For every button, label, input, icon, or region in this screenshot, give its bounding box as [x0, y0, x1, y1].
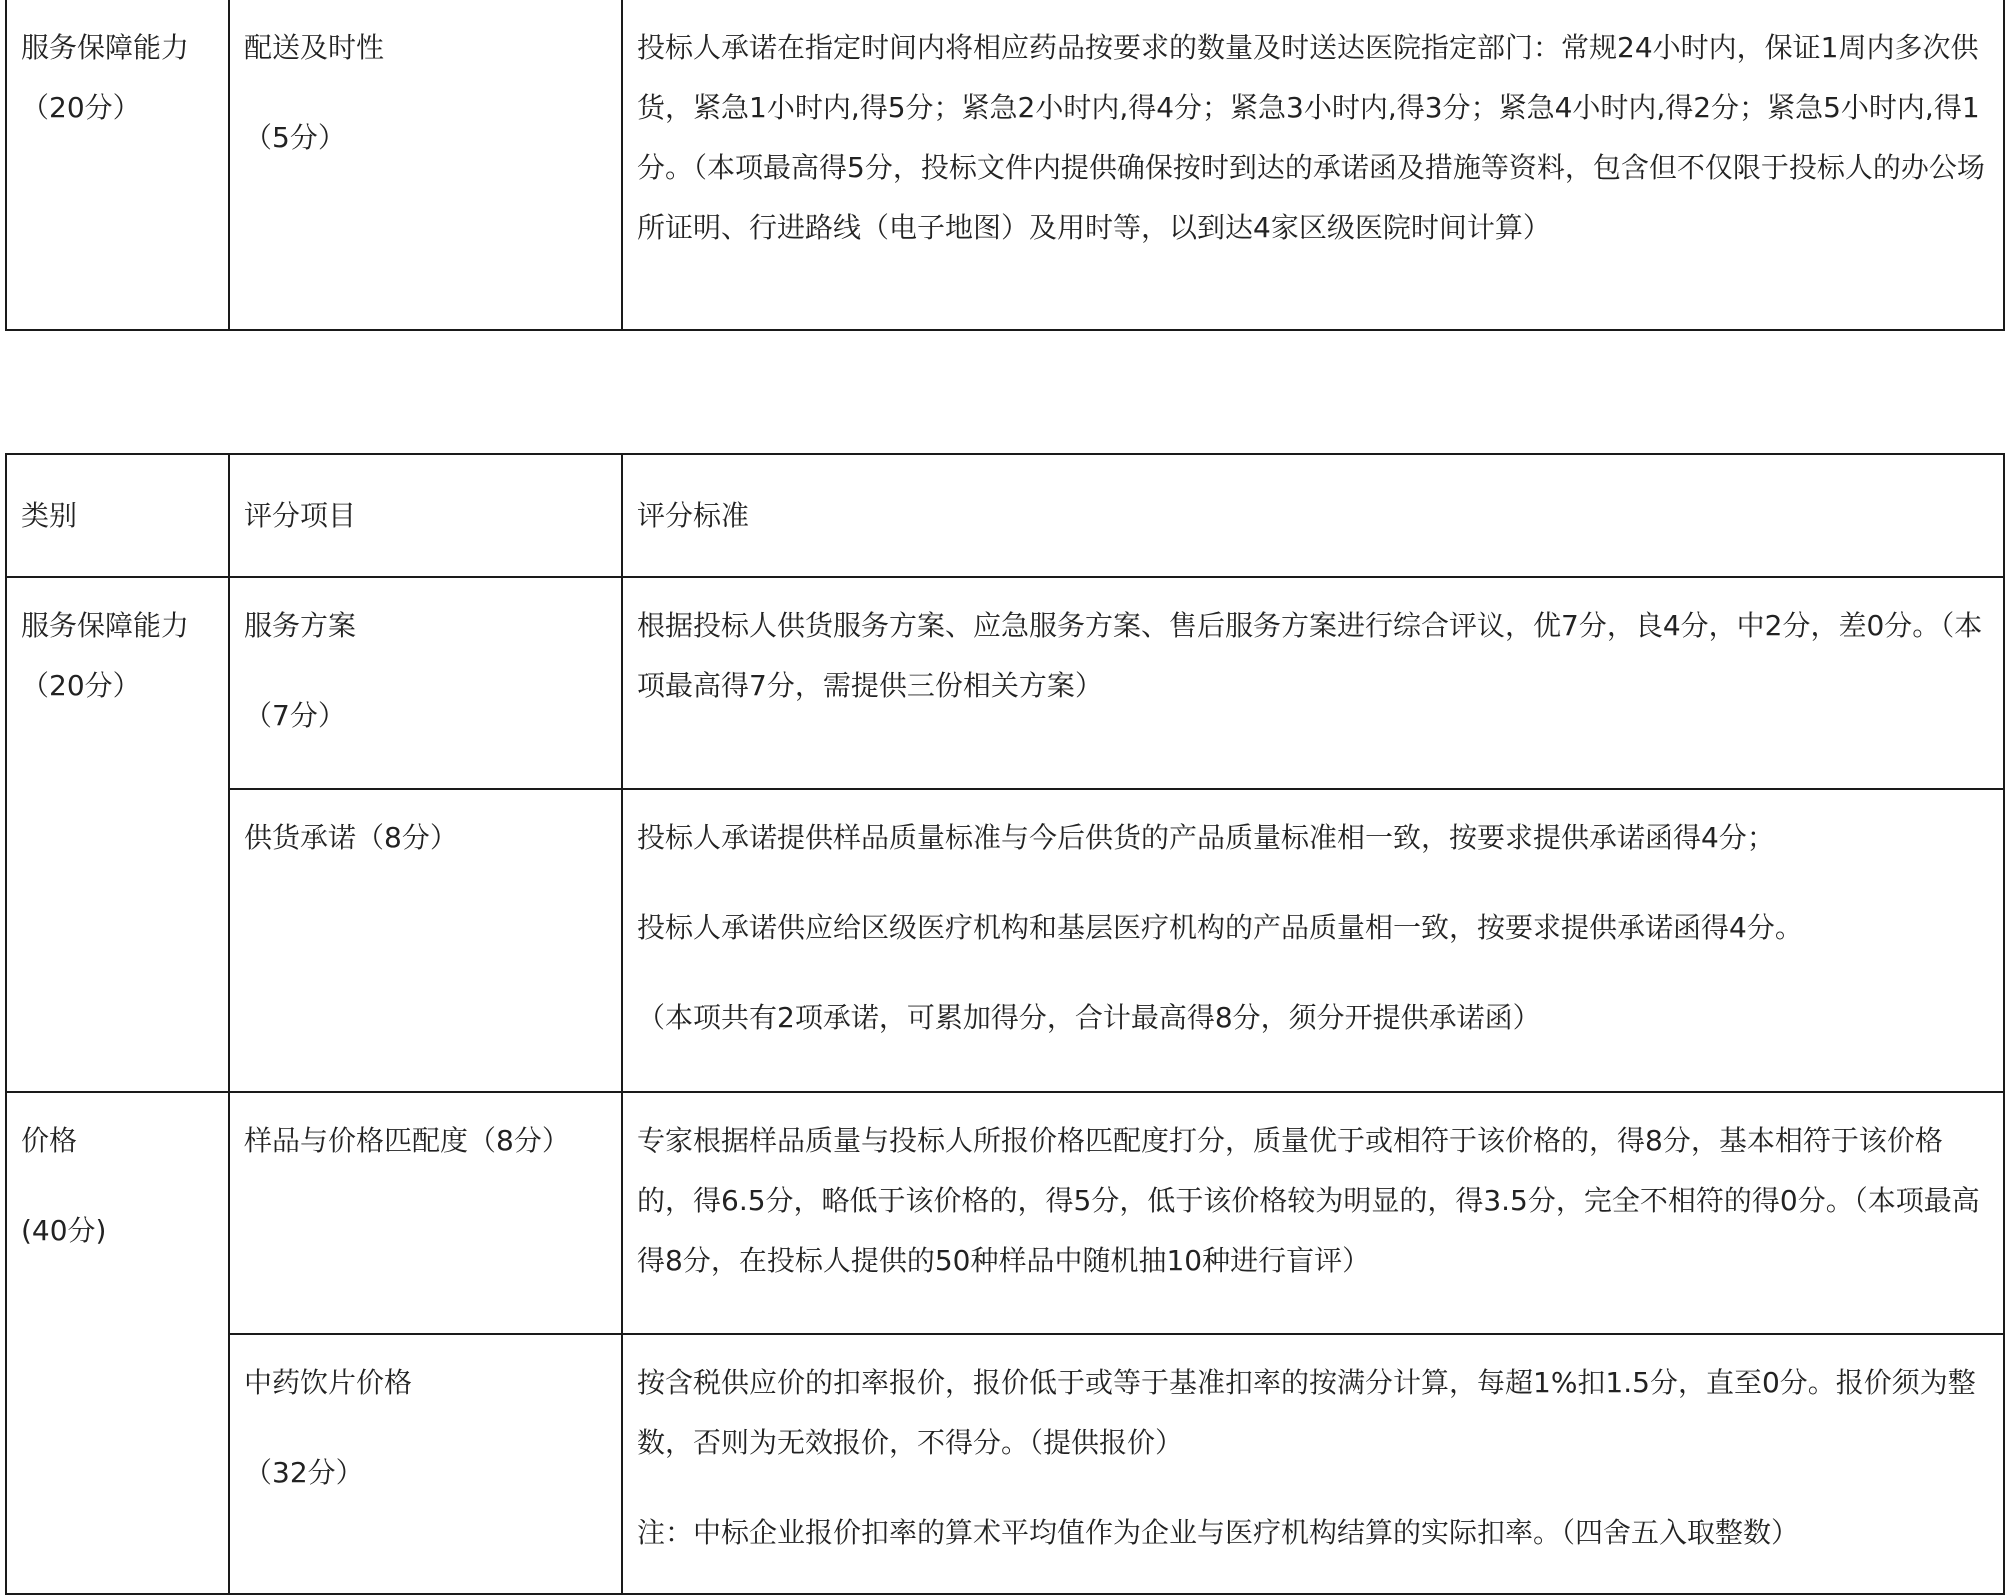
criteria-cell: [622, 0, 2004, 330]
category-score: （20分）: [21, 669, 141, 702]
table-row: [6, 577, 2004, 789]
table-row: [6, 0, 2004, 330]
scoring-table-continued: [5, 0, 2005, 331]
category-cell: [6, 1092, 229, 1594]
item-label: 配送及时性: [244, 31, 385, 64]
criteria-cell: [622, 577, 2004, 789]
table-row: [6, 789, 2004, 1092]
criteria-text: 投标人承诺提供样品质量标准与今后供货的产品质量标准相一致，按要求提供承诺函得4分；: [637, 821, 1775, 854]
category-score: （20分）: [21, 91, 141, 124]
criteria-text: 专家根据样品质量与投标人所报价格匹配度打分，质量优于或相符于该价格的，得8分，基本相符于该价格的，得6.5分，略低于该价格的，得5分，低于该价格较为明显的，得3.5分，完全不相符的得0分。（本项最高得8分，在投标人提供的50种样品中随机抽10种进行盲评）: [637, 1124, 1980, 1277]
item-label: 服务方案: [244, 609, 357, 642]
table-row: [6, 1092, 2004, 1334]
table-row: [6, 1334, 2004, 1594]
category-cell: [6, 577, 229, 1092]
header-category: 类别: [6, 454, 229, 577]
criteria-note: 注：中标企业报价扣率的算术平均值作为企业与医疗机构结算的实际扣率。（四舍五入取整数）: [637, 1516, 1800, 1549]
table-header-row: [6, 454, 2004, 577]
item-cell: [229, 0, 622, 330]
criteria-note: （本项共有2项承诺，可累加得分，合计最高得8分，须分开提供承诺函）: [637, 1001, 1541, 1034]
category-score: (40分): [21, 1214, 107, 1247]
category-cell: [6, 0, 229, 330]
criteria-text: 按含税供应价的扣率报价，报价低于或等于基准扣率的按满分计算，每超1%扣1.5分，直至0分。报价须为整数，否则为无效报价，不得分。（提供报价）: [637, 1366, 1976, 1459]
item-score: （5分）: [244, 121, 346, 154]
category-label: 服务保障能力: [21, 609, 190, 642]
item-cell: [229, 1334, 622, 1594]
criteria-cell: [622, 1334, 2004, 1594]
category-label: 服务保障能力: [21, 31, 190, 64]
item-label: 供货承诺（8分）: [244, 821, 458, 854]
header-item: 评分项目: [229, 454, 622, 577]
item-cell: [229, 1092, 622, 1334]
criteria-text: 投标人承诺供应给区级医疗机构和基层医疗机构的产品质量相一致，按要求提供承诺函得4分。: [637, 911, 1803, 944]
scoring-table: [5, 453, 2005, 1595]
item-label: 中药饮片价格: [244, 1366, 413, 1399]
criteria-cell: [622, 1092, 2004, 1334]
criteria-cell: [622, 789, 2004, 1092]
item-cell: [229, 577, 622, 789]
item-score: （32分）: [244, 1456, 364, 1489]
item-cell: [229, 789, 622, 1092]
criteria-text: 根据投标人供货服务方案、应急服务方案、售后服务方案进行综合评议，优7分，良4分，中2分，差0分。（本项最高得7分，需提供三份相关方案）: [637, 609, 1983, 702]
item-score: （7分）: [244, 699, 346, 732]
header-criteria: 评分标准: [622, 454, 2004, 577]
category-label: 价格: [21, 1124, 78, 1157]
criteria-text: 投标人承诺在指定时间内将相应药品按要求的数量及时送达医院指定部门：常规24小时内，保证1周内多次供货，紧急1小时内,得5分；紧急2小时内,得4分；紧急3小时内,得3分；紧急4小时内,得2分；紧急5小时内,得1分。（本项最高得5分，投标文件内提供确保按时到达的承诺函及措施等资料，包含但不仅限于投标人的办公场所证明、行进路线（电子地图）及用时等，以到达4家区级医院时间计算）: [637, 31, 1985, 244]
item-label: 样品与价格匹配度（8分）: [244, 1124, 570, 1157]
